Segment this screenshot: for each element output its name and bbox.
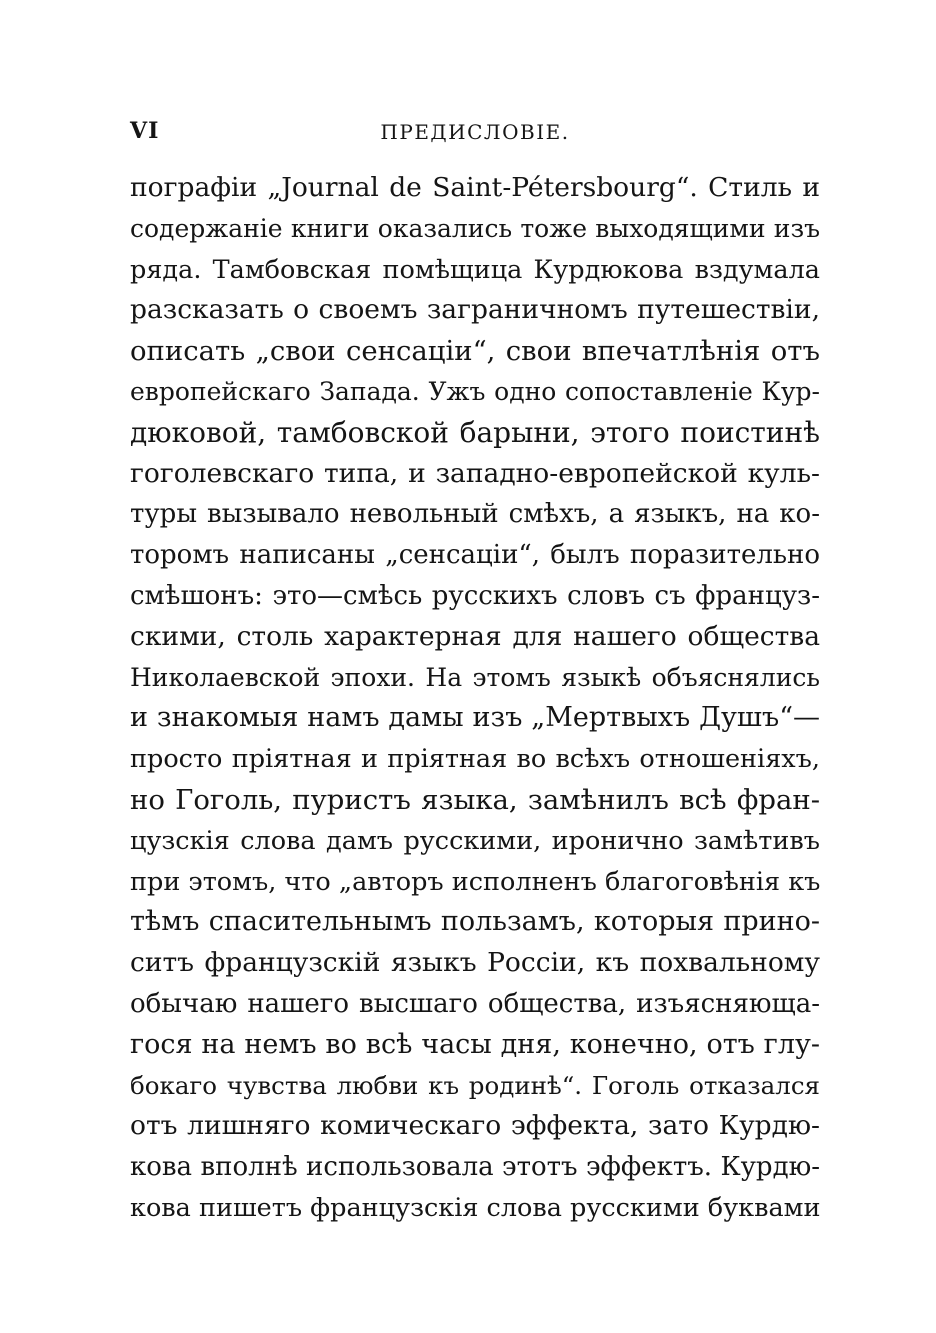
text-line: содержаніе книги оказались тоже выходящими изъ <box>130 213 820 243</box>
text-line: смѣшонъ: это—смѣсь русскихъ словъ съ француз- <box>130 580 820 611</box>
text-line: но Гоголь, пуристъ языка, замѣнилъ всѣ фран- <box>130 783 820 816</box>
text-line: кова пишетъ французскія слова русскими буквами <box>130 1192 820 1223</box>
text-line: бокаго чувства любви къ родинѣ“. Гоголь отказался <box>130 1070 820 1100</box>
text-line: ряда. Тамбовская помѣщица Курдюкова вздумала <box>130 254 820 285</box>
text-line: описать „свои сенсаціи“, свои впечатлѣнія отъ <box>130 335 820 368</box>
text-line: цузскія слова дамъ русскими, иронично замѣтивъ <box>130 825 820 856</box>
text-line: тѣмъ спасительнымъ пользамъ, которыя прино- <box>130 906 820 938</box>
body-text <box>130 168 820 1229</box>
page-number: VI <box>130 118 160 144</box>
text-line: кова вполнѣ использовала этотъ эффектъ. Курдю- <box>130 1152 820 1183</box>
text-line: дюковой, тамбовской барыни, этого поистинѣ <box>130 415 820 449</box>
text-line: туры вызывало невольный смѣхъ, а языкъ, на ко- <box>130 499 820 530</box>
text-line: пографіи „Journal de Saint-Pétersbourg“. Стиль и <box>130 172 820 203</box>
text-line: обычаю нашего высшаго общества, изъясняюща- <box>130 988 820 1019</box>
text-line: гоголевскаго типа, и западно-европейской куль- <box>130 457 820 489</box>
text-line: европейскаго Запада. Ужъ одно сопоставленіе Кур- <box>130 376 820 406</box>
text-line: и знакомыя намъ дамы изъ „Мертвыхъ Душъ“— <box>130 702 820 734</box>
text-line: отъ лишняго комическаго эффекта, зато Курдю- <box>130 1110 820 1142</box>
running-title: ПРЕДИСЛОВІЕ. <box>380 120 570 144</box>
text-line: ситъ французскій языкъ Россіи, къ похвальному <box>130 947 820 979</box>
text-line: скими, столь характерная для нашего общества <box>130 620 820 652</box>
running-head <box>130 118 820 146</box>
text-line: Николаевской эпохи. На этомъ языкѣ объяснялись <box>130 662 820 692</box>
text-line: гося на немъ во всѣ часы дня, конечно, отъ глу- <box>130 1028 820 1060</box>
text-line: при этомъ, что „авторъ исполненъ благоговѣнія къ <box>130 866 820 897</box>
text-line: торомъ написаны „сенсаціи“, былъ поразительно <box>130 540 820 571</box>
text-line: просто пріятная и пріятная во всѣхъ отношеніяхъ, <box>130 744 820 775</box>
text-line: разсказать о своемъ заграничномъ путешествіи, <box>130 294 820 326</box>
